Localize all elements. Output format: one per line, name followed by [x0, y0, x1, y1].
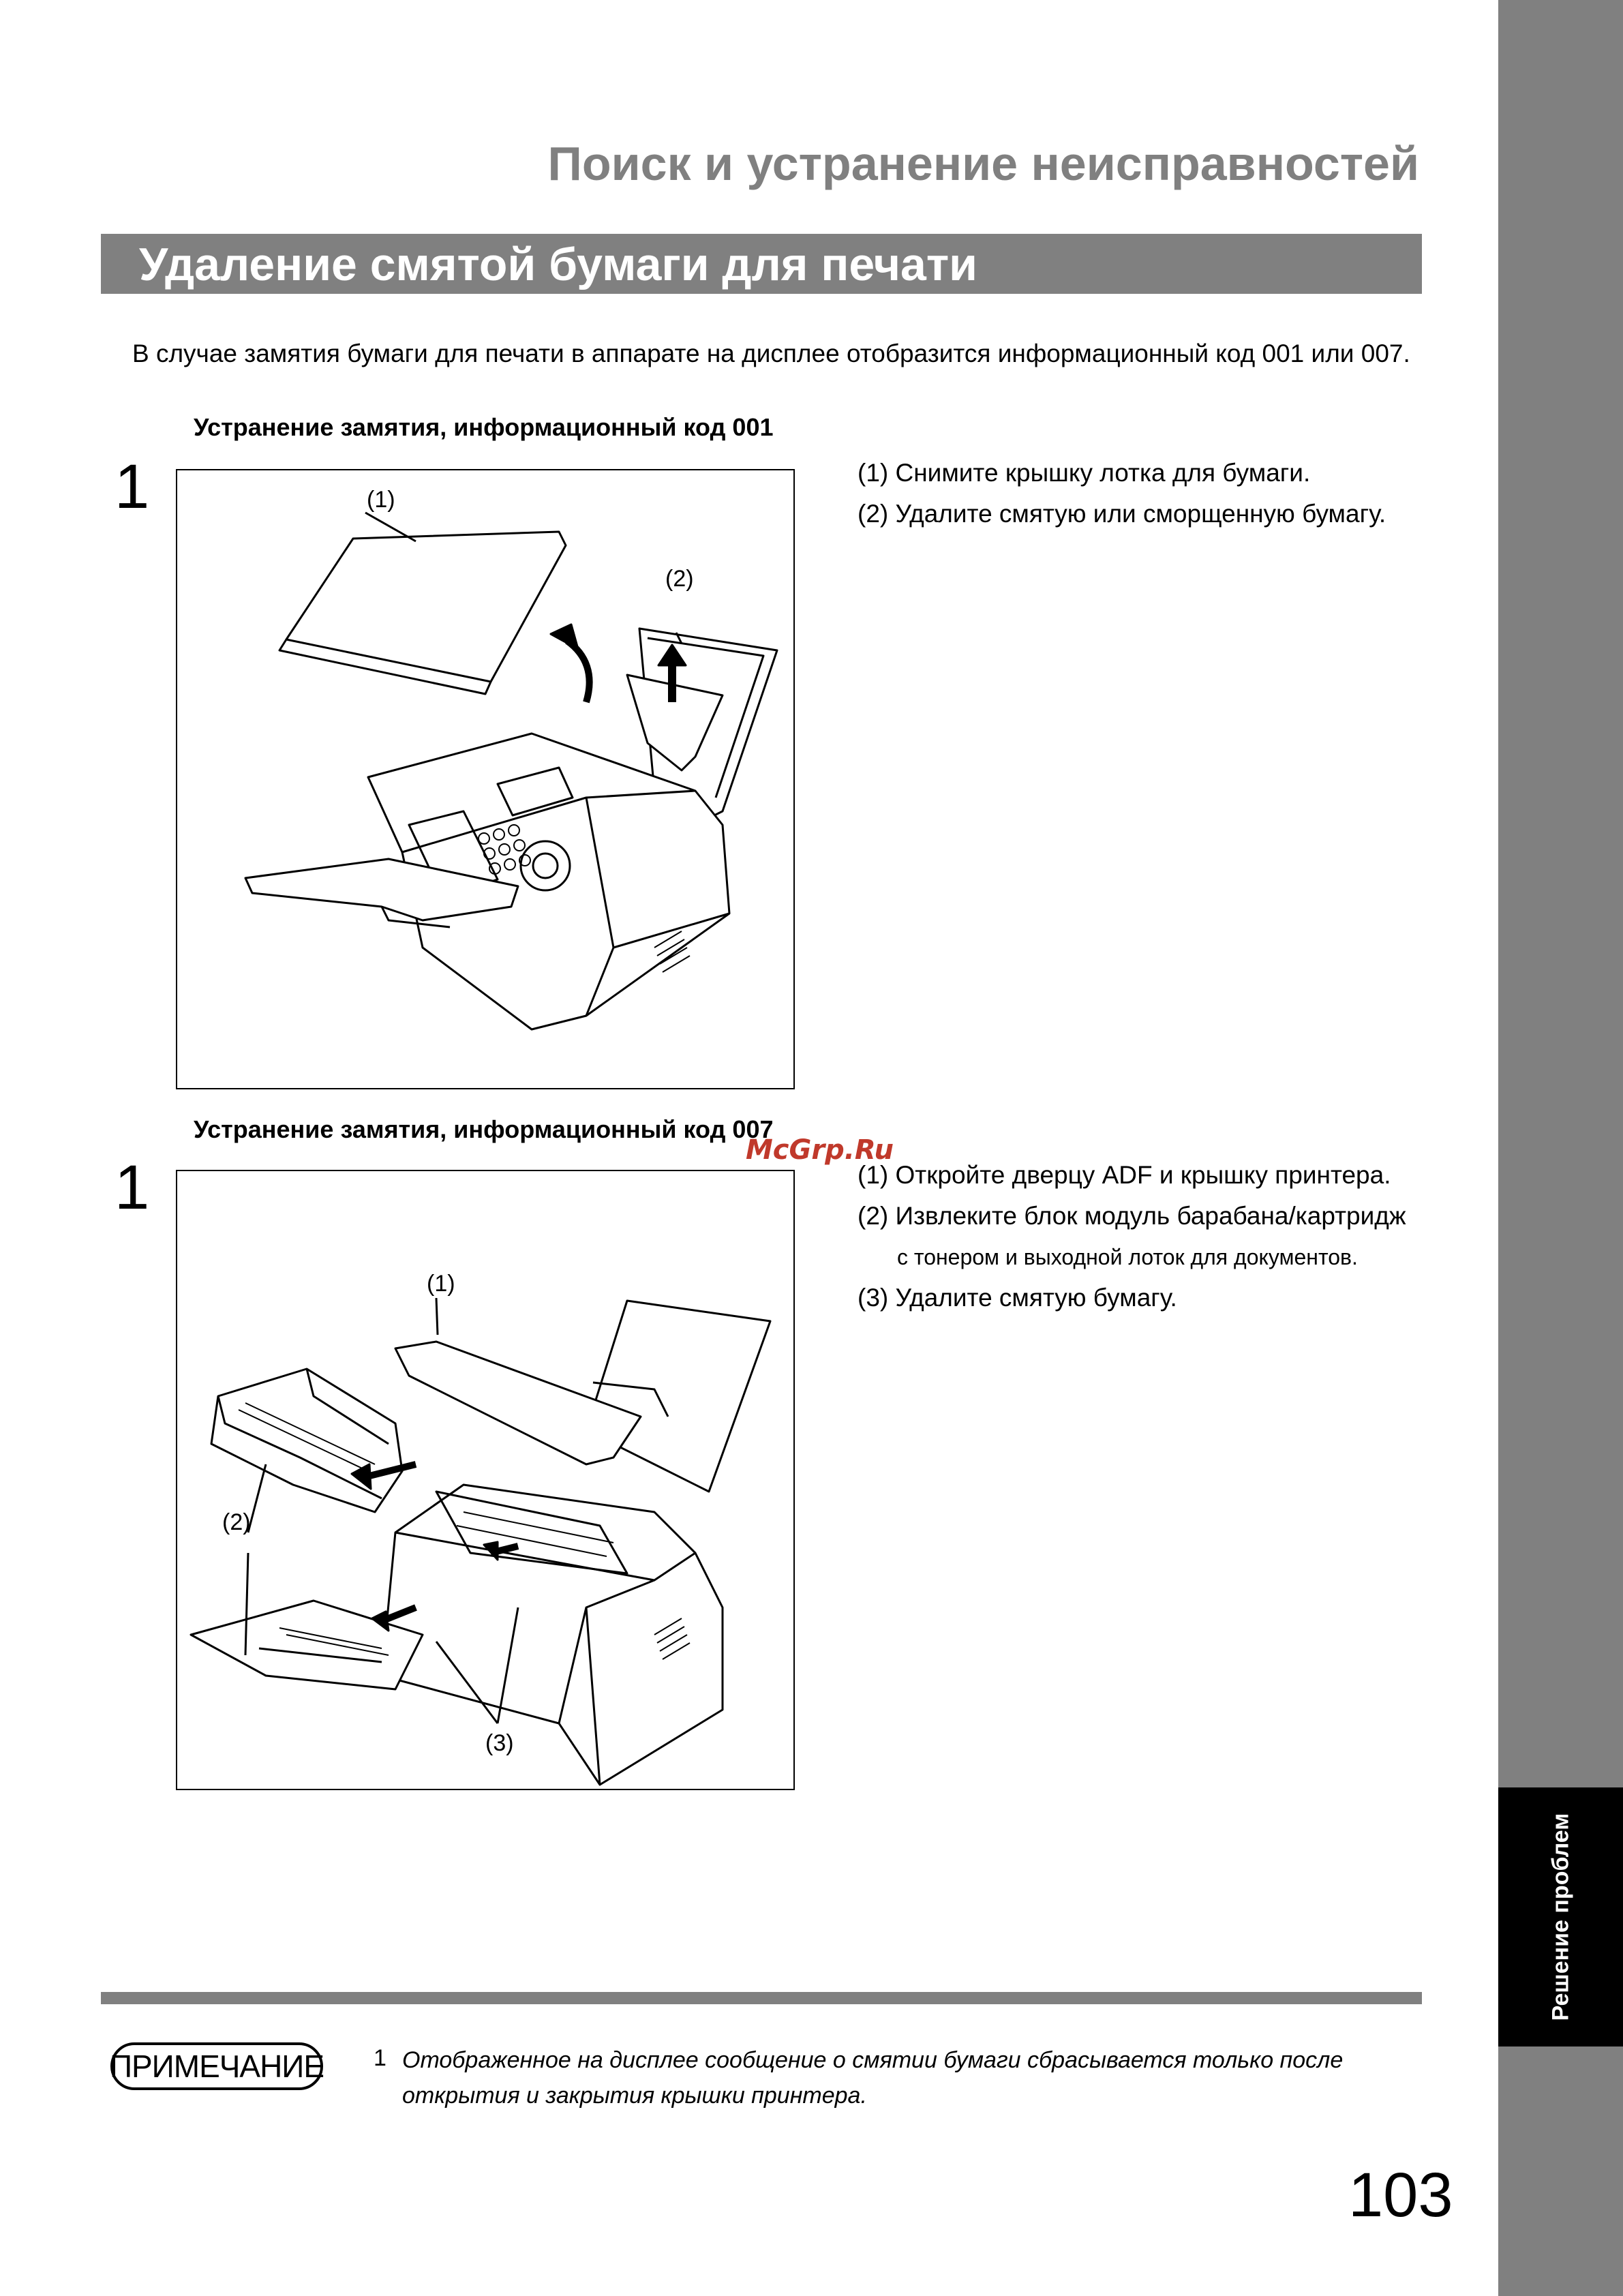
step-item: (3) Удалите смятую бумагу.	[858, 1284, 1177, 1312]
side-tab-label: Решение проблем	[1547, 1813, 1573, 2021]
figure-label: (3)	[485, 1730, 514, 1756]
page-number: 103	[1348, 2160, 1453, 2230]
note-text: Отображенное на дисплее сообщение о смятии бумаги сбрасывается только после открытия и закрытия крышки принтера.	[402, 2047, 1344, 2109]
figure-label: (1)	[427, 1271, 455, 1297]
watermark: McGrp.Ru	[746, 1134, 894, 1166]
figure-fax-printer-open	[176, 1170, 795, 1790]
figure-label: (2)	[665, 566, 694, 592]
side-tab	[1498, 1787, 1623, 2046]
fax-paper-tray-illustration	[177, 470, 793, 1088]
figure-label: (2)	[222, 1509, 251, 1535]
intro-paragraph: В случае замятия бумаги для печати в аппарате на дисплее отобразится информационный код 001 или 007.	[132, 339, 1410, 367]
figure-label: (1)	[367, 487, 395, 513]
section-header: Поиск и устранение неисправностей	[547, 137, 1419, 190]
step-number: 1	[115, 1153, 150, 1222]
subheading-001: Устранение замятия, информационный код 001	[194, 413, 774, 441]
subheading-007: Устранение замятия, информационный код 007	[194, 1115, 774, 1143]
page-title: Удаление смятой бумаги для печати	[139, 239, 977, 290]
note-badge-label: ПРИМЕЧАНИЕ	[109, 2049, 324, 2084]
note-badge	[110, 2042, 323, 2090]
step-item: (2) Удалите смятую или сморщенную бумагу.	[858, 500, 1386, 528]
steps-007	[858, 1155, 1406, 1318]
footer-rule	[101, 1992, 1422, 2004]
step-item: (2) Извлеките блок модуль барабана/картридж	[858, 1202, 1406, 1230]
fax-printer-open-illustration	[177, 1171, 793, 1789]
note-number: 1	[374, 2045, 386, 2071]
step-item-continuation: с тонером и выходной лоток для документов.	[897, 1245, 1358, 1269]
title-band	[101, 234, 1422, 294]
step-number: 1	[115, 452, 150, 522]
steps-001	[858, 453, 1386, 534]
figure-fax-paper-tray	[176, 469, 795, 1089]
step-item: (1) Снимите крышку лотка для бумаги.	[858, 459, 1311, 487]
step-item: (1) Откройте дверцу ADF и крышку принтера.	[858, 1161, 1391, 1189]
